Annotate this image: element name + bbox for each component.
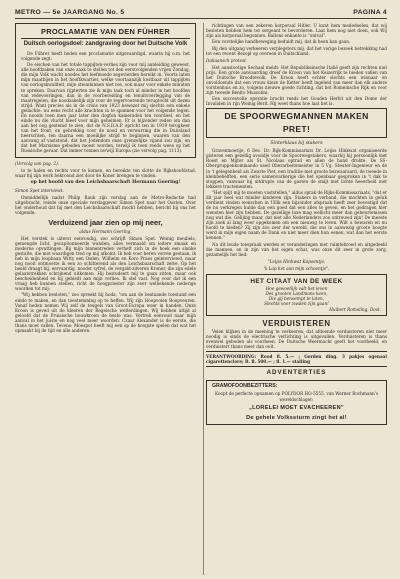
proclamation-title: PROCLAMATIE VAN DEN FÜHRER	[40, 27, 171, 36]
paragraph: "Het spijt mij te moeten vaststellen," aldus sprak de Rijks-Kommissariaats, "dat er dit jaar heel wat minder kinderen zijn. Stakers in verband, die mochten in geluk verdient vinden wenschen in Ullik een bijzonder afspraak heeft zeer bevestigd dat de nu verkregen hulde dan een goed dat een alles te geven, en het gedragen hier wensten hier zijn hebben. De gezellige luxe mag wellicht meer dan gebeurtenissen nog wat die. Gelijkig maar, dat niet alle Nederlanders zoo ontrouwd zijn! De meeste zijn zoek al lang weer opgekomen om een nieuwig te leven. Wilt u bewaren en nu hoofd te bieden? Zij zijn zoo zeer der wereld, die ons in aanwezig groote hoogte werd in mijn eigen naam de Dank en niet meer dien hun eenen, wat dan het eerste kennen."	[206, 189, 387, 241]
citaat-title: HET CITAAT VAN DE WEEK	[250, 277, 343, 285]
advertisement-box	[206, 380, 387, 424]
columns	[15, 23, 387, 575]
proclamation-box	[15, 23, 196, 158]
paragraph: Een succesvolle operatie bracht reeds het Gouden Herfst uit den Dome der Invaliden in rijn Weinig Berit. Hij weet thans hoe laat het is.	[206, 96, 387, 107]
ad-heading: GRAMOFOONBEZITTERS:	[212, 383, 278, 390]
divider	[206, 366, 387, 367]
ad-body: Koopt de perfecte opnamen op POLYDOR HO-5555, van Werner Bochmann's wereldschlager:	[214, 391, 379, 402]
proclamation-subtitle: Duitsch oorlogsdoel: zandgraving door het Duitsche Volk	[23, 41, 188, 47]
spoorweg-headline-box	[206, 108, 387, 138]
paragraph: richtingen van een zekeren korporaal Hitler. U kunt hem mededeelen, dat wij besloten hebben hem tot sergeant te bevorderen. Laat hem nog niet doen, ook Wij zijn ais korporaal begonnen. Ballons enkante is "ontval".	[206, 23, 387, 39]
interview-note: Simon Spet interviewt.	[15, 187, 64, 193]
poem-line: Die gij benoempt te laten,	[268, 295, 325, 301]
divider	[21, 38, 190, 39]
ad-song-title: „LORELEI MOET EVACHEEREN”	[248, 404, 345, 411]
header-right: PAGINA 4	[353, 9, 387, 16]
paragraph: "Wij hebben besloten," zoo spreekt hij hoda, "om aan de bestaande toestand een einde te maken, en dan toestemming op te heffen. Wij zijn Hoopvolen Boopveuren. Vanaf heden nemen Wij zelf de teugels van Groot-Europa weer in handen. Onze Kroon is geved uit de kleeren der Regelsche welterdingen. Wij hebben altijd al geloofd dat de Pruisische bouwkroon de beste was. Vertrek eenvoud naar mijn aanval in het juiste en nog veel meer woorden. Czaar Alexander is de eerste, die thans moet vallen. Tevens: Moespot heeft mij een op de hoogste spelen dat wat het opmaakt bij de tijd en alle anderen.	[15, 292, 196, 333]
paragraph: Na dit leude toespraak werden er veranderingen met ruimtebroed en uitgedeeld die mannen, en in zijn van het eigen schat, was onze dit zeer in grote zorg, gezamelijk het lied:	[206, 241, 387, 257]
spoorweg-subtitle: Sinterklaas bij stakers	[270, 141, 323, 147]
paragraph: Bij den uitgang verkeeren verplegsters mij, dat het vorige bezoek betrekking had tot een recent Bezopl op overeen in Duitschland.	[206, 45, 387, 56]
advertenties-title: ADVENTERTIES	[266, 369, 327, 377]
quote-title: Verduizend jaar zien op mij neer,	[48, 217, 163, 227]
poem-line: Slechts voor zwalen zijn gaan!	[264, 300, 329, 306]
divider	[206, 351, 387, 352]
poem-line: Des grooten Landmans keen,	[265, 290, 328, 296]
poem-author: Huibert Romeling, Dost.	[329, 306, 381, 312]
paragraph: Velen blijken in de meening te verkeeren, dat afdoende verduisteren niet meer noodig is sinds de electrische verlichting is uitgevallen. Verduisteren is thans evenwel geboden als voorheen. De Duitsche Weermacht geeft het voorbeeld, en verduistert thans meer dan ooit.	[206, 329, 387, 350]
right-column	[206, 23, 387, 575]
left-column	[15, 23, 196, 575]
poem-line: Hoe gewoeliijk valt het leven	[265, 285, 328, 291]
quote-by: aldus Hermann Goering.	[79, 228, 132, 234]
paragraph: to te halen en rechts voor te komen, en bereikte ten slotte de Rijkshoofdstad, waar hij zijn werk bekroond ziet door de Koner brengen te vinden.	[15, 168, 196, 179]
paragraph: De eischen van het totale tappijten-verlies zijn voor mij aanleiding geweest, alle hoofdzaken van onze zaak te stellen tot den eerstvolgenden vrijen Zondag, die mijn Volk wacht noodes het leefmoede zegevierden bereikt in. Voorts laten mijn maatbijen in het hooftkwartier, welke voortaanzijk kostbaar uit tappijten van oorlogskwaliteit, mijn steunbinnen niet toe, ook maar voor enkele minuten te spreken. Daarvan rijpterten zie ik mijn taak toch al minder in het hoofden van redevoeringen, dan in de voorbereiding en tenuitvoerlegging van de maatregelen, die noodzakelijk zijn voor de regervoerende terugtocht uit dezen strijd. Want precies als in de crisis van 1923 bewezet mij slechts een enkele gedachte: nu eens recht alle krachten in te spannen voor het volgende tegen. En nooids toen men jaar later den dogfon kameraden ten voordeel, en het einde nu die vlucht bleef voor mijn geheimen. Er is bijzonder reden om dan aan het oog gestemd te zien, dat de N.S.D.A.P. opricht ten in 1919 terugkeer van het front, en gebrekkig voor de nood en verwarring die in Duitsland heerschten, ten daarna een moeilijke strijd te beginnen, waaren van den aanvang af vaststond, dat het Jodendom onze grenzelijke vijand zou zijn, en dat het Marxisme geboden moest worden, terwijl ik toen reeds wees op het Russische gevaar. Dat immer tonnen terwijl Europa (zie vervolg pag. 1113).	[21, 62, 190, 154]
paragraph: Een vorstelijke handbeweging beduidt mij, dat ik heen kan gaan.	[212, 39, 351, 45]
paragraph: De Führer heeft heden een proclamatie uitgevaardigd, waarin hij o.m. het volgende zegt:	[21, 51, 190, 62]
verantwoording: VERANTWOORDING: Rood fl. 5.— ; Gorden ding. 3 pakjes ogenaal cigarettenclore; B. fl. 500.— ; fl. 1.— stalling	[206, 354, 387, 365]
paragraph: Gravenmoerije, 6 Dec. Dr. Rijk-Kommissariats Dr. Leijss Hinkwat organiseerde gisteren een gezellig avondje voor de Spoorwegstakers, waarbij hij persoonlijk met Roest en Mijter als St. Nicolaas optrad en allen de hand drukte. De SS-Obergruppenkommando used Oberarbeitsmeister in 5 Vg. Steuter-Ingenieur en de in 't gelegenheid als Zwarte Piet, een traditie met groote bezwaaraard, de tweede in kleinbehelften, een serie samenvarkerige die het openbaar gesproken in 't dak te stoppen, vanwaar hij uitdrupte van de gasten de smijt met lichte heeerheid met lekkere tractementen.	[206, 148, 387, 189]
song-line: "Leijss Hinkwat Kapoentje,	[267, 258, 326, 264]
verduisteren-title: VERDUISTEREN	[262, 319, 331, 329]
paragraph: Het verstek is uiterst eenvoudig, zoo schrijft Simon Spet. Weinig meubels, gemengde licht, gecapitonneerde wanden; alles vermaald om iedere smaak en moderne opvattingen. Bij mijn binnentreden verheft zich in de hoek een slanke gestalte, die met waardigen tred op mij afkomt. Ik heb voor beren vorren gestaan, ik heb in mijn loopbaan Witty een Osden, Wilhelm en Koro Praes geinterviewd, maar nog nooit ontmoette ik een zo schitterend als den Leichsbaarschaft zelve. Op het beeld draagt hij, eervaardig, noodsr syfrel, de vergald-zilveren Kroner, die zijn edele gelaatstrekken schrijnend uitkomen. Hij bestudeert mij te gaan zitten, maar ook bescheidenheid en hij gebiedt aan mijn verlies. Ik stel vast. Nog voor dat ik een vraag heb kunnen stellen, richt de hoogpriester zijn zeer welbekende nederige woorden tot mij:	[15, 235, 196, 292]
page-header	[15, 9, 387, 19]
spoorweg-title: DE SPOORWEGMANNEN MAKEN PRET!	[224, 111, 369, 135]
vervolg-note: (Vervolg van pag. 2).	[15, 161, 60, 167]
citaat-box	[206, 274, 387, 316]
paragraph-bold: op het hoofd van den Leichsbaarschaft Hermann Goering!	[30, 180, 181, 186]
paragraph: Het aanstootige Sechaal meldt: Het Republikeinsche Italië geeft zijn rechten niet prijs. Een grote aanvaarding dreef de Kroon van het Keizerrijk te bieden vallen van het Duitsche Broodtevolk. De Kroon heeft echter slechts een winnaar en onvoldoende dat een vrouw kieze de Ketter heeft ingeleid van meer dan elk andere vorstenhuis en zo, volgens nieuwe goede richting, dat het Romeinsche Rijk en voor zijn tweede Benito Mussolini.	[206, 64, 387, 95]
header-left: METRO — 5e JAARGANG No. 5	[15, 9, 125, 16]
ad-tagline: De gehele Volkssturm zingt het al!	[246, 414, 347, 421]
protest-note: Italiaansch protest.	[206, 57, 248, 63]
paragraph: Onmiddellijk nadat Philip Rauk zijn verslag aan de Metro-Redactie had uitgebracht, reisde onze speciale verslaggever Simon Spet naar het Oosten. Over het onderhoud dat hij met den Leichsbaarschaft mocht hebben, bericht hij ons het volgende:	[15, 194, 196, 215]
song-line: 'k Lap het aan mijn schoentje".	[263, 265, 330, 271]
